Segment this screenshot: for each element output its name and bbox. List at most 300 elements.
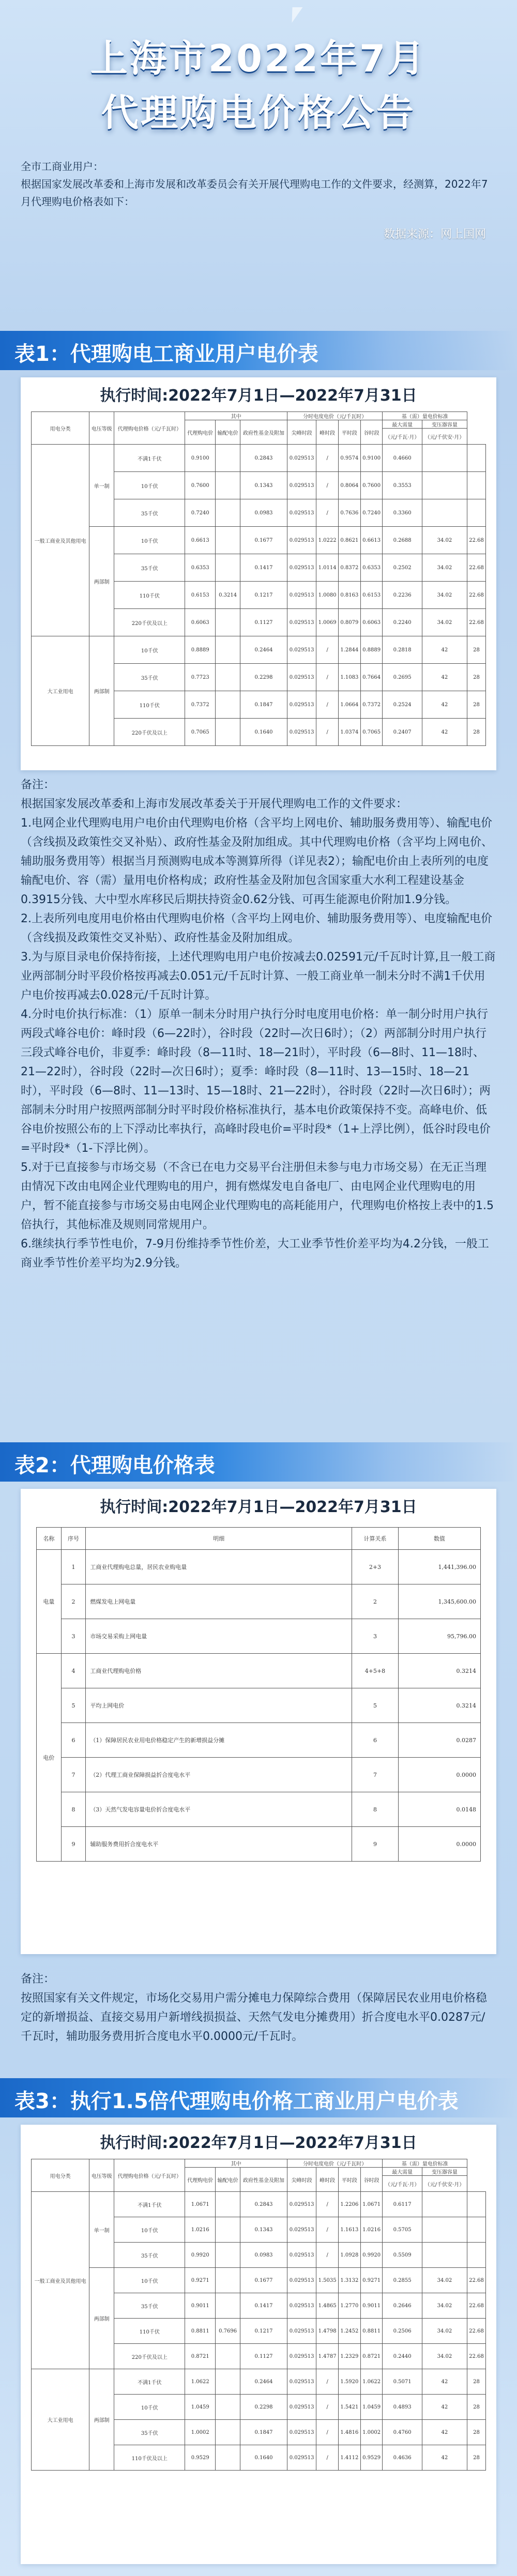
value-cell: 0.029513 (287, 2445, 316, 2471)
table2-index: 9 (61, 1827, 86, 1862)
table2-formula: 2 (352, 1584, 399, 1619)
value-cell (216, 664, 240, 691)
value-cell (216, 2217, 240, 2243)
value-cell: 34.02 (422, 2293, 467, 2319)
value-cell: 0.029513 (287, 691, 316, 719)
value-cell: 0.2407 (383, 719, 422, 746)
section1-caption: 执行时间:2022年7月1日—2022年7月31日 (100, 387, 417, 405)
value-cell: 0.4760 (383, 2420, 422, 2445)
value-cell: 0.4893 (383, 2395, 422, 2420)
table2-detail: 辅助服务费用折合度电水平 (86, 1827, 352, 1862)
value-cell: 0.3553 (383, 472, 422, 499)
section2-caption: 执行时间:2022年7月1日—2022年7月31日 (100, 1498, 417, 1516)
value-cell: 0.029513 (287, 2192, 316, 2217)
table2-value: 0.0287 (398, 1723, 480, 1758)
value-cell: 0.2236 (383, 582, 422, 609)
header-capacity-unit: （元/千伏安·月） (422, 2176, 467, 2192)
table2-group: 电量 (37, 1550, 62, 1654)
value-cell: 0.9011 (360, 2293, 383, 2319)
value-cell: 22.68 (467, 2319, 485, 2344)
value-cell (216, 2369, 240, 2395)
value-cell: 22.68 (467, 609, 485, 636)
voltage-cell: 110千伏 (114, 2319, 185, 2344)
value-cell: 0.1640 (240, 719, 287, 746)
voltage-cell: 10千伏 (114, 2395, 185, 2420)
value-cell: / (316, 2369, 339, 2395)
value-cell (216, 609, 240, 636)
header-capacity: 变压器容量 (422, 2168, 467, 2176)
value-cell: 0.1417 (240, 554, 287, 582)
table2-formula: 9 (352, 1827, 399, 1862)
table2-value: 95,796.00 (398, 1619, 480, 1654)
voltage-cell: 不满1千伏 (114, 2192, 185, 2217)
header-demand: 最大需量 (383, 420, 422, 429)
value-cell: 0.1640 (240, 2445, 287, 2471)
value-cell (467, 2243, 485, 2268)
notes2-heading: 备注： (21, 1973, 55, 1986)
table2-value: 1,441,396.00 (398, 1550, 480, 1584)
table-row (32, 445, 486, 472)
header-peak: 峰时段 (316, 420, 339, 445)
table2-header: 名称 (37, 1528, 62, 1550)
value-cell: 0.8721 (360, 2344, 383, 2369)
intro-greeting: 全市工商业用户： (21, 160, 103, 173)
value-cell: 1.0459 (185, 2395, 216, 2420)
value-cell: 28 (467, 2395, 485, 2420)
value-cell: 1.1083 (338, 664, 360, 691)
table2-index: 5 (61, 1688, 86, 1723)
value-cell: 28 (467, 636, 485, 664)
group-name: 大工业用电 (32, 2369, 89, 2471)
value-cell: 0.2506 (383, 2319, 422, 2344)
value-cell: 1.0928 (338, 2243, 360, 2268)
header-price: 代理购电价格（元/千瓦时） (114, 412, 185, 445)
value-cell (216, 719, 240, 746)
value-cell: 0.8621 (338, 527, 360, 554)
value-cell: 0.1343 (240, 472, 287, 499)
value-cell: 0.7600 (185, 472, 216, 499)
note-line: 2.上表所列电度用电价格由代理购电价格（含平均上网电价、辅助服务费用等）、电度输配电价（含线损及政策性交叉补贴）、政府性基金及附加组成。 (21, 912, 492, 944)
value-cell: 0.9271 (185, 2268, 216, 2293)
value-cell: 0.029513 (287, 2243, 316, 2268)
value-cell: 28 (467, 2369, 485, 2395)
value-cell: 0.2240 (383, 609, 422, 636)
value-cell: 22.68 (467, 527, 485, 554)
value-cell (422, 2217, 467, 2243)
header-agent: 代理购电价 (185, 420, 216, 445)
table2-index: 2 (61, 1584, 86, 1619)
notes1-heading: 备注： (21, 779, 55, 791)
value-cell: 1.0622 (360, 2369, 383, 2395)
header-transmission: 输配电价 (216, 420, 240, 445)
table-row (32, 2268, 486, 2293)
value-cell: / (316, 691, 339, 719)
header-tou: 分时电度电价（元/千瓦时） (287, 412, 382, 420)
value-cell: / (316, 445, 339, 472)
value-cell: 0.8079 (338, 609, 360, 636)
value-cell: 0.029513 (287, 2217, 316, 2243)
header-transmission: 输配电价 (216, 2168, 240, 2192)
header-fund: 政府性基金及附加 (240, 2168, 287, 2192)
header-peak-top: 尖峰时段 (287, 420, 316, 445)
value-cell: / (316, 2445, 339, 2471)
section2-title: 表2：代理购电价格表 (14, 1454, 215, 1477)
value-cell: 0.6353 (185, 554, 216, 582)
table2-index: 8 (61, 1792, 86, 1827)
value-cell: 0.5509 (383, 2243, 422, 2268)
section3-header (0, 2078, 517, 2117)
value-cell: 0.029513 (287, 445, 316, 472)
value-cell: 1.2844 (338, 636, 360, 664)
value-cell: 0.2843 (240, 445, 287, 472)
value-cell: 1.0374 (338, 719, 360, 746)
header-demand: 最大需量 (383, 2168, 422, 2176)
header-peak: 峰时段 (316, 2168, 339, 2192)
value-cell: 0.6353 (360, 554, 383, 582)
value-cell: 0.1127 (240, 2344, 287, 2369)
value-cell (216, 2445, 240, 2471)
value-cell: 22.68 (467, 582, 485, 609)
table-row (37, 1528, 481, 1550)
voltage-cell: 10千伏 (114, 472, 185, 499)
section2-header (0, 1442, 517, 1482)
value-cell: 0.2843 (240, 2192, 287, 2217)
table2-formula: 2+3 (352, 1550, 399, 1584)
value-cell: 0.029513 (287, 2369, 316, 2395)
table-row (37, 1758, 481, 1792)
table-row (37, 1654, 481, 1688)
value-cell: 0.1217 (240, 2319, 287, 2344)
value-cell: 0.9529 (185, 2445, 216, 2471)
table2-detail: （3）天然气发电容量电价折合度电水平 (86, 1792, 352, 1827)
value-cell: 0.1677 (240, 2268, 287, 2293)
section2-card (21, 1489, 496, 1954)
value-cell: 0.2855 (383, 2268, 422, 2293)
header-basic: 基（需）量电价标准 (383, 412, 467, 420)
table2-header: 数值 (398, 1528, 480, 1550)
value-cell: / (316, 499, 339, 527)
header-fund: 政府性基金及附加 (240, 420, 287, 445)
value-cell (467, 2192, 485, 2217)
header-valley: 谷时段 (360, 2168, 383, 2192)
subgroup-name: 两部制 (89, 636, 114, 746)
table2-index: 3 (61, 1619, 86, 1654)
value-cell: 0.8811 (185, 2319, 216, 2344)
header-capacity: 变压器容量 (422, 420, 467, 429)
value-cell: 1.5035 (316, 2268, 339, 2293)
table-row (37, 1550, 481, 1584)
value-cell: 0.7240 (360, 499, 383, 527)
table-row (32, 2192, 486, 2217)
value-cell: 0.029513 (287, 2344, 316, 2369)
intro-body: 根据国家发展改革委和上海市发展和改革委员会有关开展代理购电工作的文件要求，经测算，2022年7月代理购电价格表如下： (21, 178, 488, 208)
table2-group: 电价 (37, 1654, 62, 1862)
value-cell: 0.3214 (216, 582, 240, 609)
value-cell: 0.8372 (338, 554, 360, 582)
value-cell: 0.8163 (338, 582, 360, 609)
value-cell: 0.9920 (360, 2243, 383, 2268)
value-cell: 0.1677 (240, 527, 287, 554)
table2-formula: 7 (352, 1758, 399, 1792)
value-cell: 1.0069 (316, 609, 339, 636)
header-demand-unit: （元/千瓦·月） (383, 429, 422, 445)
table-row (32, 527, 486, 554)
table2-formula: 4+5+8 (352, 1654, 399, 1688)
value-cell: 0.9100 (185, 445, 216, 472)
value-cell (216, 499, 240, 527)
header-basic: 基（需）量电价标准 (383, 2159, 467, 2168)
value-cell: 34.02 (422, 609, 467, 636)
table2-detail: 燃煤发电上网电量 (86, 1584, 352, 1619)
table2-formula: 3 (352, 1619, 399, 1654)
value-cell: 34.02 (422, 582, 467, 609)
value-cell: 0.7372 (360, 691, 383, 719)
section3-title: 表3：执行1.5倍代理购电价格工商业用户电价表 (14, 2090, 459, 2113)
table2-detail: 工商业代理购电价格 (86, 1654, 352, 1688)
value-cell (422, 2192, 467, 2217)
table2-index: 1 (61, 1550, 86, 1584)
value-cell: 22.68 (467, 2344, 485, 2369)
value-cell: 42 (422, 636, 467, 664)
value-cell: 0.1127 (240, 609, 287, 636)
note-line: 根据国家发展改革委和上海市发展改革委关于开展代理购电工作的文件要求： (21, 798, 408, 811)
value-cell: 1.0002 (185, 2420, 216, 2445)
note-line: 1.电网企业代理购电用户电价由代理购电价格（含平均上网电价、辅助服务费用等）、输配电价（含线损及政策性交叉补贴）、政府性基金及附加组成。其中代理购电价格（含平均上网电价、辅助服务费用等）根据当月预测购电成本等测算所得（详见表2）；输配电价由上表所列的电度输配电价、容（需）量用电价格构成；政府性基金及附加包含国家重大水利工程建设基金0.3915分钱、大中型水库移民后期扶持资金0.62分钱、可再生能源电价附加1.9分钱。 (21, 817, 493, 906)
header-mid: 其中 (185, 2159, 287, 2168)
value-cell: 1.4798 (316, 2319, 339, 2344)
value-cell: 0.029513 (287, 664, 316, 691)
header-demand-unit: （元/千瓦·月） (383, 2176, 422, 2192)
value-cell: 0.9271 (360, 2268, 383, 2293)
value-cell (216, 2344, 240, 2369)
value-cell: 0.8811 (360, 2319, 383, 2344)
note-line: 6.继续执行季节性电价，7-9月份维持季节性价差，大工业季节性价差平均为4.2分钱，一般工商业季节性价差平均为2.9分钱。 (21, 1238, 489, 1270)
value-cell: 0.2646 (383, 2293, 422, 2319)
table2-header: 明细 (86, 1528, 352, 1550)
value-cell: 0.029513 (287, 2319, 316, 2344)
value-cell (216, 554, 240, 582)
table-row (32, 2369, 486, 2395)
header-agent: 代理购电价 (185, 2168, 216, 2192)
value-cell: 1.0222 (316, 527, 339, 554)
value-cell (422, 445, 467, 472)
value-cell: 42 (422, 2445, 467, 2471)
value-cell: 42 (422, 2420, 467, 2445)
value-cell: 0.7664 (360, 664, 383, 691)
subgroup-name: 两部制 (89, 2268, 114, 2369)
value-cell: 0.7723 (185, 664, 216, 691)
table2-detail: 市场交易采购上网电量 (86, 1619, 352, 1654)
value-cell (216, 2420, 240, 2445)
table2-formula: 6 (352, 1723, 399, 1758)
value-cell: 0.2464 (240, 636, 287, 664)
table-row (32, 412, 486, 420)
value-cell: 28 (467, 691, 485, 719)
value-cell (467, 2217, 485, 2243)
value-cell: 34.02 (422, 527, 467, 554)
section3-card (21, 2125, 496, 2564)
value-cell: 1.4112 (338, 2445, 360, 2471)
value-cell: 1.5421 (338, 2395, 360, 2420)
voltage-cell: 35千伏 (114, 2420, 185, 2445)
value-cell: 1.1613 (338, 2217, 360, 2243)
table-row (37, 1619, 481, 1654)
data-source: 数据来源：网上国网 (383, 228, 486, 241)
value-cell: 0.2464 (240, 2369, 287, 2395)
value-cell: 0.6117 (383, 2192, 422, 2217)
table2-value: 0.0000 (398, 1758, 480, 1792)
table2-detail: 平均上网电价 (86, 1688, 352, 1723)
value-cell: 1.0622 (185, 2369, 216, 2395)
value-cell (216, 472, 240, 499)
header-voltage: 电压等级 (89, 2159, 114, 2192)
value-cell: 0.029513 (287, 527, 316, 554)
value-cell: 1.2329 (338, 2344, 360, 2369)
table2-index: 4 (61, 1654, 86, 1688)
subgroup-name: 单一制 (89, 2192, 114, 2268)
table-row (32, 2159, 486, 2168)
value-cell: 0.7372 (185, 691, 216, 719)
value-cell: 34.02 (422, 2344, 467, 2369)
value-cell: 0.2688 (383, 527, 422, 554)
header-price: 代理购电价格（元/千瓦时） (114, 2159, 185, 2192)
header-flat: 平时段 (338, 2168, 360, 2192)
intro (21, 158, 496, 243)
value-cell: 0.029513 (287, 499, 316, 527)
section1-header (0, 331, 517, 370)
value-cell (216, 2243, 240, 2268)
value-cell: 0.7636 (338, 499, 360, 527)
value-cell: 0.9920 (185, 2243, 216, 2268)
header-capacity-unit: （元/千伏安·月） (422, 429, 467, 445)
value-cell: 0.7065 (360, 719, 383, 746)
price-table-2 (36, 1527, 481, 1862)
value-cell: 1.2206 (338, 2192, 360, 2217)
value-cell: 0.2298 (240, 2395, 287, 2420)
header-mid: 其中 (185, 412, 287, 420)
title-line-1: 上海市2022年7月 (90, 37, 427, 80)
value-cell (216, 527, 240, 554)
value-cell: 0.5705 (383, 2217, 422, 2243)
value-cell: 0.0983 (240, 2243, 287, 2268)
voltage-cell: 35千伏 (114, 499, 185, 527)
table2-index: 6 (61, 1723, 86, 1758)
value-cell: 28 (467, 719, 485, 746)
value-cell: 1.2770 (338, 2293, 360, 2319)
table2-detail: （1）保障居民农业用电价格稳定产生的新增损益分摊 (86, 1723, 352, 1758)
value-cell: 1.0671 (360, 2192, 383, 2217)
value-cell: 0.029513 (287, 2268, 316, 2293)
value-cell: 1.0080 (316, 582, 339, 609)
voltage-cell: 110千伏 (114, 582, 185, 609)
table2-value: 0.3214 (398, 1688, 480, 1723)
value-cell: 0.6063 (360, 609, 383, 636)
value-cell: 0.029513 (287, 636, 316, 664)
value-cell: 0.8889 (185, 636, 216, 664)
table-row (37, 1827, 481, 1862)
value-cell (467, 445, 485, 472)
value-cell: 28 (467, 2445, 485, 2471)
voltage-cell: 10千伏 (114, 2268, 185, 2293)
value-cell: 0.9529 (360, 2445, 383, 2471)
value-cell (216, 2293, 240, 2319)
subgroup-name: 单一制 (89, 445, 114, 527)
value-cell: 0.029513 (287, 554, 316, 582)
group-name: 一般工商业及其他用电 (32, 2192, 89, 2369)
value-cell: 0.6153 (185, 582, 216, 609)
value-cell: 0.029513 (287, 2395, 316, 2420)
section1-title: 表1：代理购电工商业用户电价表 (14, 342, 318, 366)
value-cell: 0.2695 (383, 664, 422, 691)
value-cell: / (316, 2192, 339, 2217)
value-cell: 0.6613 (360, 527, 383, 554)
table2-value: 0.3214 (398, 1654, 480, 1688)
value-cell: 22.68 (467, 554, 485, 582)
value-cell: 0.1847 (240, 2420, 287, 2445)
value-cell: 22.68 (467, 2268, 485, 2293)
note-line: 5.对于已直接参与市场交易（不含已在电力交易平台注册但未参与电力市场交易）在无正当理由情况下改由电网企业代理购电的用户，拥有燃煤发电自备电厂、由电网企业代理购电的用户，暂不能直接参与市场交易由电网企业代理购电的高耗能用户，代理购电价格按上表中的1.5倍执行，其他标准及规则同常规用户。 (21, 1161, 494, 1231)
value-cell: 0.2502 (383, 554, 422, 582)
header-flat: 平时段 (338, 420, 360, 445)
value-cell: 1.4865 (316, 2293, 339, 2319)
section3-caption: 执行时间:2022年7月1日—2022年7月31日 (100, 2134, 417, 2152)
notes-2 (21, 1970, 496, 2046)
value-cell: 0.029513 (287, 609, 316, 636)
notes-1 (21, 775, 496, 1273)
voltage-cell: 不满1千伏 (114, 445, 185, 472)
value-cell: 0.6153 (360, 582, 383, 609)
value-cell: 0.029513 (287, 582, 316, 609)
subgroup-name: 两部制 (89, 527, 114, 636)
value-cell: 1.0216 (360, 2217, 383, 2243)
value-cell: 0.1343 (240, 2217, 287, 2243)
table-row (37, 1584, 481, 1619)
value-cell (216, 636, 240, 664)
voltage-cell: 10千伏 (114, 2217, 185, 2243)
header-peak-top: 尖峰时段 (287, 2168, 316, 2192)
table2-formula: 8 (352, 1792, 399, 1827)
voltage-cell: 110千伏及以上 (114, 2445, 185, 2471)
value-cell: 28 (467, 2420, 485, 2445)
value-cell: 1.0114 (316, 554, 339, 582)
header-valley: 谷时段 (360, 420, 383, 445)
value-cell: 1.4816 (338, 2420, 360, 2445)
header-tou: 分时电度电价（元/千瓦时） (287, 2159, 382, 2168)
value-cell (216, 445, 240, 472)
value-cell: 34.02 (422, 554, 467, 582)
value-cell: / (316, 719, 339, 746)
table2-formula: 5 (352, 1688, 399, 1723)
value-cell: 28 (467, 664, 485, 691)
value-cell: 1.0671 (185, 2192, 216, 2217)
value-cell: 0.9011 (185, 2293, 216, 2319)
table2-value: 0.0148 (398, 1792, 480, 1827)
value-cell: 0.4660 (383, 445, 422, 472)
value-cell: 42 (422, 2395, 467, 2420)
value-cell: 1.0664 (338, 691, 360, 719)
value-cell: 0.029513 (287, 2420, 316, 2445)
value-cell: 0.1847 (240, 691, 287, 719)
table2-value: 0.0000 (398, 1827, 480, 1862)
value-cell: 0.8721 (185, 2344, 216, 2369)
voltage-cell: 35千伏 (114, 2243, 185, 2268)
table-row (37, 1688, 481, 1723)
hero-banner (0, 0, 517, 150)
value-cell: 0.9574 (338, 445, 360, 472)
table2-value: 1,345,600.00 (398, 1584, 480, 1619)
table2-header: 序号 (61, 1528, 86, 1550)
value-cell: 22.68 (467, 2293, 485, 2319)
